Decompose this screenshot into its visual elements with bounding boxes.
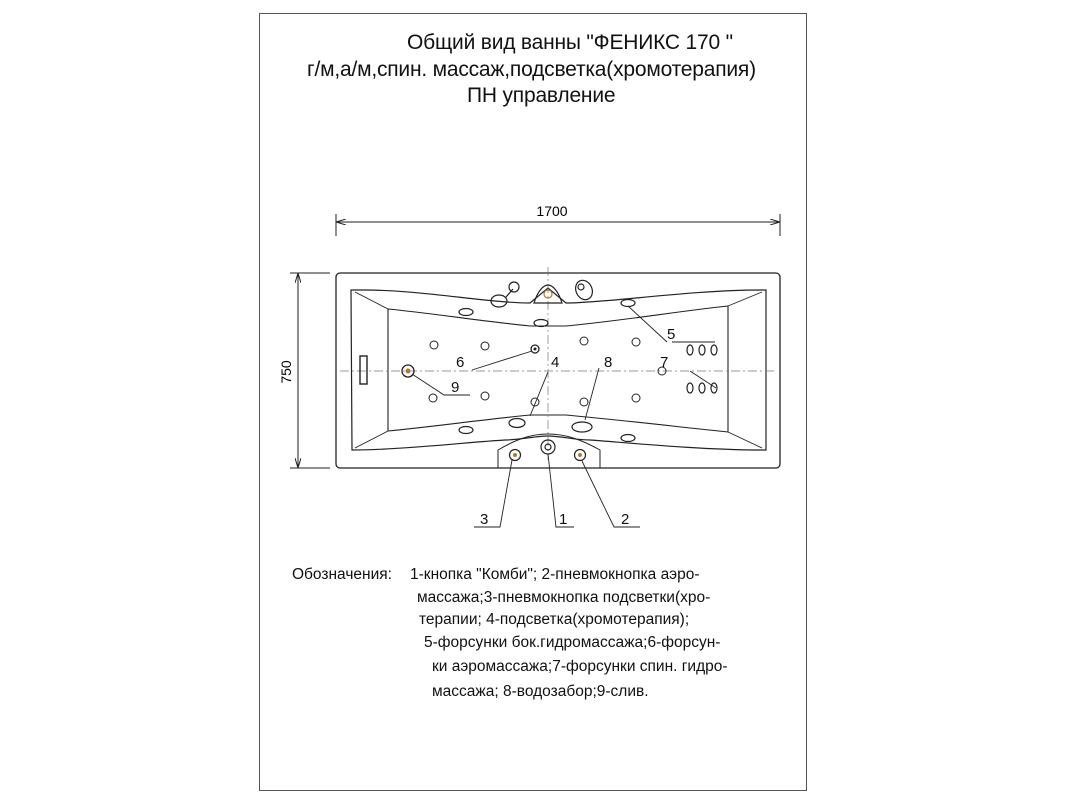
headrest-left	[491, 282, 519, 307]
callout-1: 1	[559, 511, 568, 528]
air-massage-button	[575, 450, 586, 461]
overflow-slot	[360, 356, 367, 384]
callout-5: 5	[667, 326, 676, 343]
legend-line-2: массажа;3-пневмокнопка подсветки(хро-	[417, 589, 711, 606]
legend-line-4: 5-форсунки бок.гидромассажа;6-форсун-	[424, 634, 721, 651]
callout-9: 9	[451, 379, 460, 396]
dimension-width	[278, 273, 330, 468]
callout-2: 2	[621, 511, 630, 528]
callout-8: 8	[604, 354, 613, 371]
legend-heading: Обозначения:	[292, 566, 392, 583]
legend-line-1: 1-кнопка "Комби"; 2-пневмокнопка аэро-	[410, 566, 700, 583]
legend-line-5: ки аэромассажа;7-форсунки спин. гидро-	[432, 658, 728, 675]
dimension-length	[336, 203, 780, 236]
dimension-length-label: 1700	[536, 203, 568, 219]
headrest-right	[573, 278, 596, 303]
dimension-width-label: 750	[278, 360, 294, 384]
callout-6: 6	[456, 354, 465, 371]
title-line-2: г/м,а/м,спин. массаж,подсветка(хромотерапия)	[307, 58, 756, 81]
legend-line-6: массажа; 8-водозабор;9-слив.	[432, 683, 649, 700]
callout-4: 4	[551, 354, 560, 371]
callout-labels	[451, 326, 675, 528]
light-button	[510, 450, 521, 461]
callout-7: 7	[660, 354, 669, 371]
title-line-1: Общий вид ванны "ФЕНИКС 170 "	[407, 31, 733, 54]
legend-line-3: терапии; 4-подсветка(хромотерапия);	[419, 611, 690, 628]
title-line-3: ПН управление	[467, 84, 616, 107]
callout-3: 3	[480, 511, 489, 528]
air-massage-nozzles	[429, 337, 669, 406]
water-intake-dot	[534, 348, 537, 351]
